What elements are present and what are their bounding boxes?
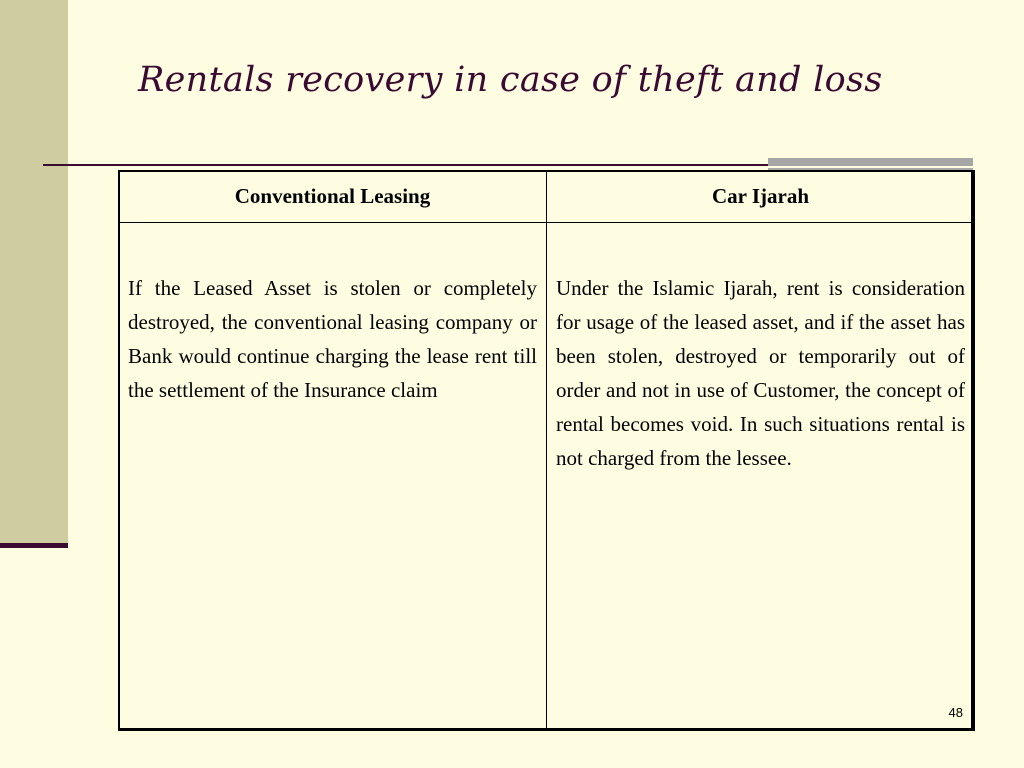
comparison-table xyxy=(118,170,975,731)
gray-accent-bar xyxy=(768,158,973,166)
header-conventional-leasing: Conventional Leasing xyxy=(119,171,547,223)
slide-title: Rentals recovery in case of theft and loss xyxy=(138,60,883,100)
page-number: 48 xyxy=(948,705,963,720)
header-car-ijarah: Car Ijarah xyxy=(547,171,975,223)
left-decorative-band xyxy=(0,0,68,546)
left-band-underline xyxy=(0,543,68,548)
table-header-row xyxy=(119,171,975,223)
table-row xyxy=(119,223,975,731)
cell-car-ijarah: Under the Islamic Ijarah, rent is consideration for usage of the leased asset, and if the asset has been stolen, destroyed or temporarily out of order and not in use of Customer, the concept of rental becomes void. In such situations rental is not charged from the lessee. xyxy=(547,223,975,731)
cell-conventional-leasing: If the Leased Asset is stolen or completely destroyed, the conventional leasing company or Bank would continue charging the lease rent till the settlement of the Insurance claim xyxy=(119,223,547,731)
